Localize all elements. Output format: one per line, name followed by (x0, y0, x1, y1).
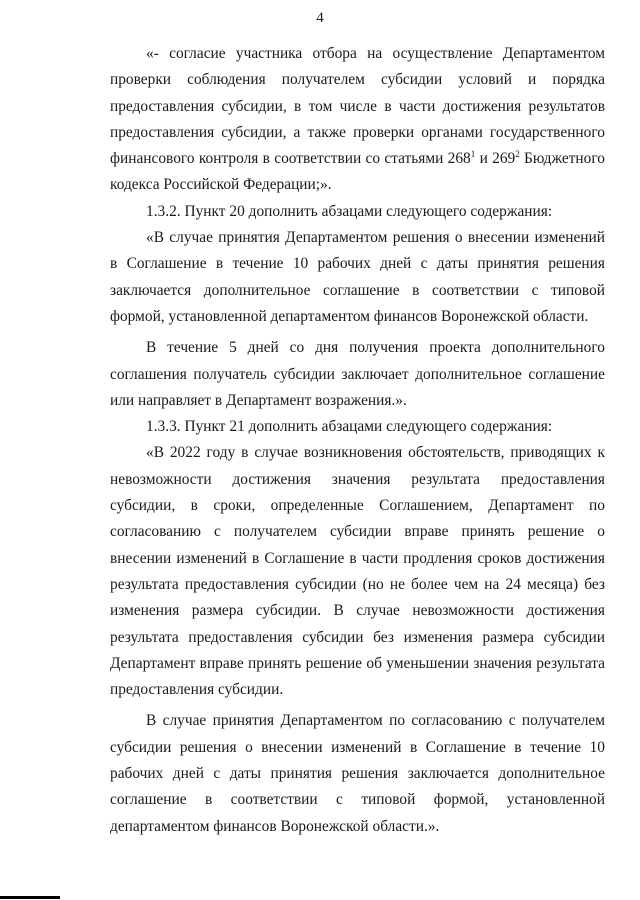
paragraph-5-days: В течение 5 дней со дня получения проекта дополнительного соглашения получатель субсидии заключает дополнительное соглашение или направляет в Департамент возражения.». (110, 339, 605, 409)
paragraph-consent (110, 41, 605, 199)
page-number: 4 (316, 10, 324, 26)
paragraph-agreement-10-days: В случае принятия Департаментом по согласованию с получателем субсидии решения о внесении изменений в Соглашение в течение 10 рабочих дней с даты принятия решения заключается дополнительное соглашение в соответствии с типовой формой, установленной департаментом финансов Воронежской области.». (110, 712, 605, 835)
document-body (110, 41, 605, 840)
paragraph-consent-text-b: и 269 (475, 150, 516, 168)
paragraph-1-3-2: 1.3.2. Пункт 20 дополнить абзацами следующего содержания: (146, 202, 553, 220)
paragraph-consent-text-a: «- согласие участника отбора на осуществление Департаментом проверки соблюдения получателем субсидии условий и порядка предоставления субсидии, в том числе в части достижения результатов предоставления субсидии, а также проверки органами государственного финансового контроля в соответствии со статьями 268 (110, 45, 605, 168)
footer-line (0, 896, 60, 899)
paragraph-amendment-decision: «В случае принятия Департаментом решения о внесении изменений в Соглашение в течение 10 рабочих дней с даты принятия решения заключается дополнительное соглашение в соответствии с типовой формой, установленной департаментом финансов Воронежской области. (110, 229, 605, 325)
superscript-1: 1 (470, 149, 476, 160)
paragraph-consent-text-c: Бюджетного кодекса Российской Федерации;». (110, 150, 605, 194)
paragraph-2022: «В 2022 году в случае возникновения обстоятельств, приводящих к невозможности достижения значения результата предоставления субсидии, в сроки, определенные Соглашением, Департамент по согласованию с получателем субсидии вправе принять решение о внесении изменений в Соглашение в части продления сроков достижения результата предоставления субсидии (но не более чем на 24 месяца) без изменения размера субсидии. В случае невозможности достижения результата предоставления субсидии без изменения размера субсидии Департамент вправе принять решение об уменьшении значения результата предоставления субсидии. (110, 444, 605, 699)
superscript-2: 2 (515, 149, 520, 160)
paragraph-1-3-3: 1.3.3. Пункт 21 дополнить абзацами следующего содержания: (146, 418, 553, 436)
